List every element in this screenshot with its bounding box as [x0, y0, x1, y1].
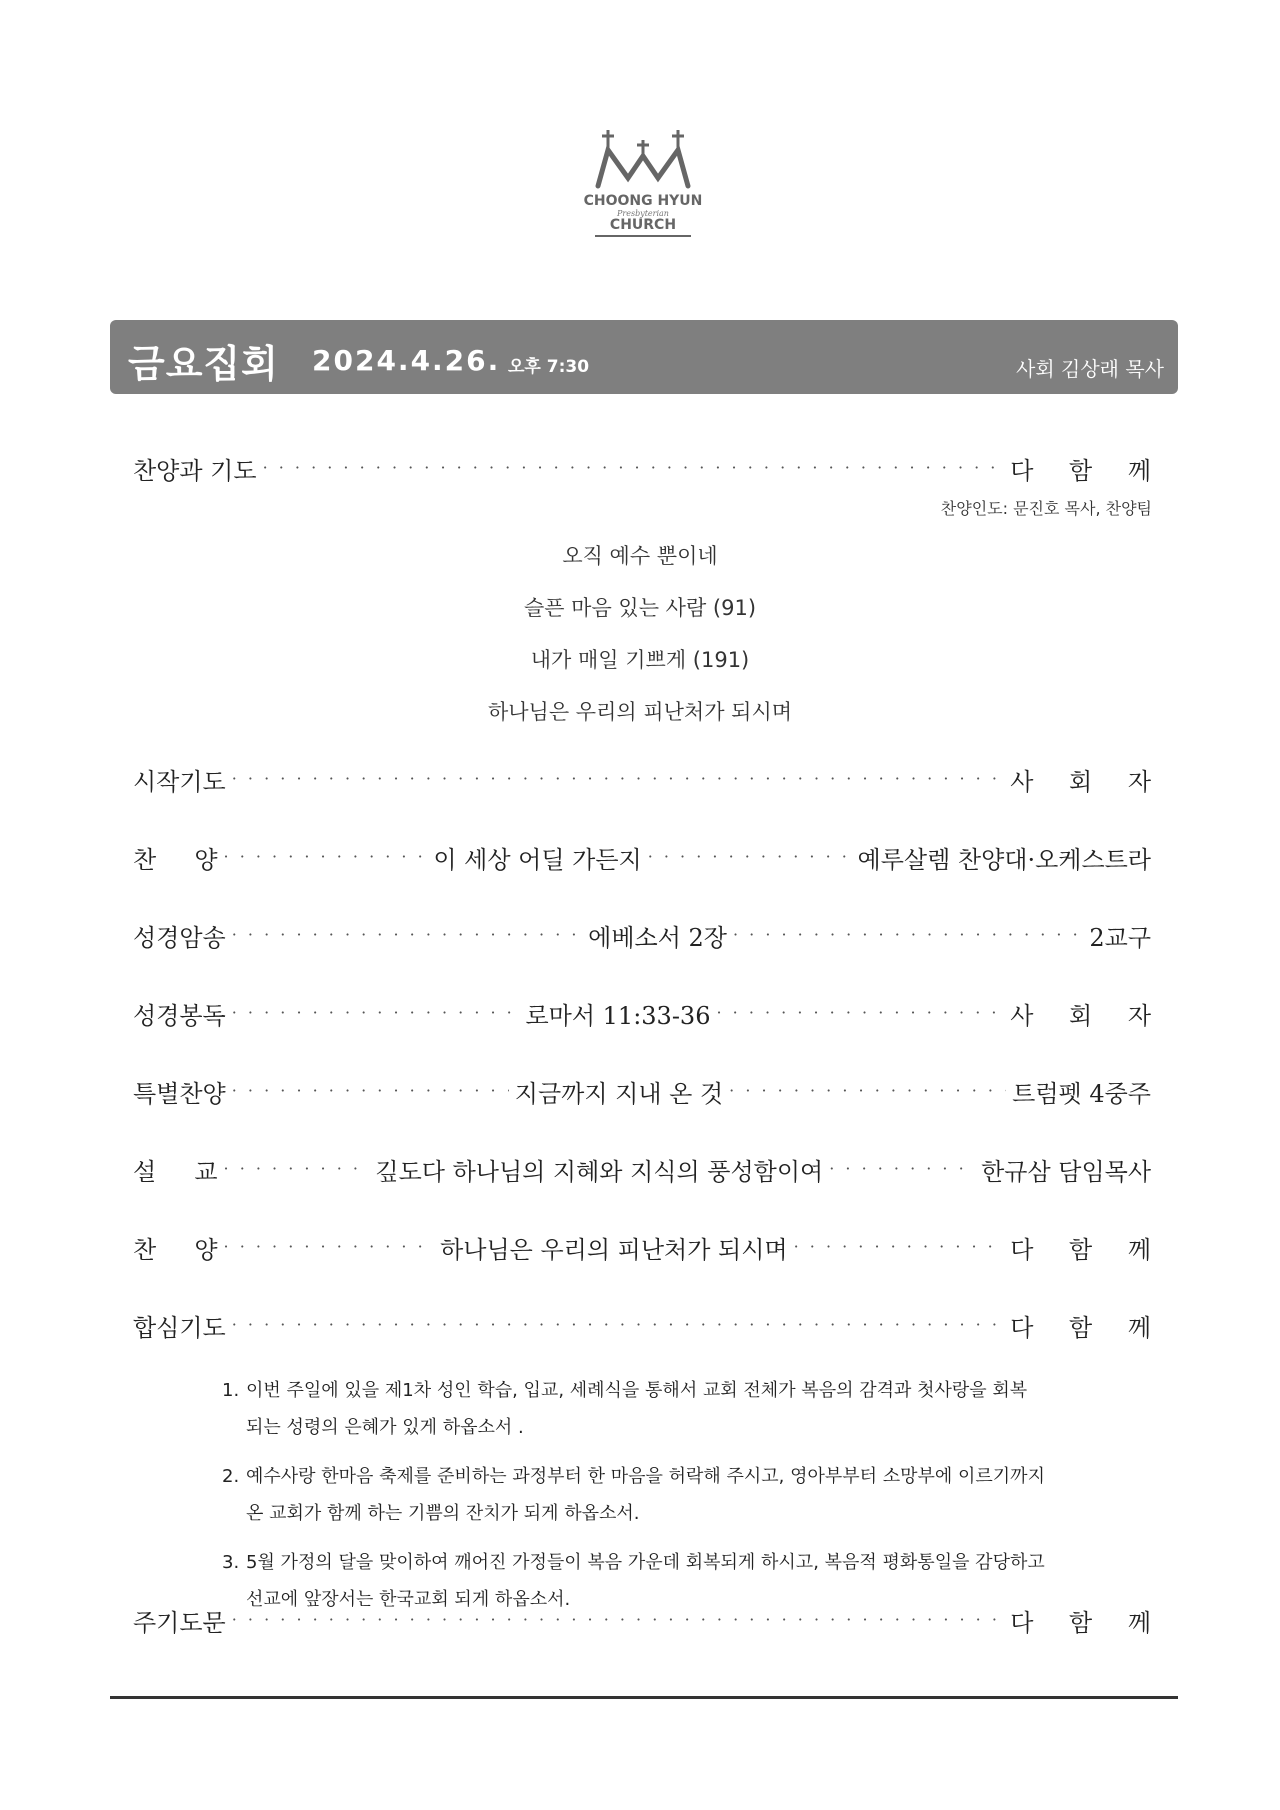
- logo-text-presbyterian: Presbyterian: [617, 209, 669, 218]
- church-logo: [578, 128, 708, 253]
- order-row-lords-prayer: [133, 1603, 1165, 1637]
- dot-leader: [829, 1152, 975, 1186]
- prayer-line: 예수사랑 한마음 축제를 준비하는 과정부터 한 마음을 허락해 주시고, 영아부부터 소망부에 이르기까지: [246, 1466, 1045, 1487]
- order-performer: 사 회 자: [1010, 767, 1165, 796]
- dot-leader: [232, 1308, 1004, 1342]
- service-time: 오후 7:30: [508, 357, 590, 377]
- order-label: 주기도문: [133, 1608, 226, 1637]
- prayer-line: 5월 가정의 달을 맞이하여 깨어진 가정들이 복음 가운데 회복되게 하시고, 복음적 평화통일을 감당하고: [246, 1552, 1045, 1573]
- dot-leader: [224, 840, 428, 874]
- order-title: 하나님은 우리의 피난처가 되시며: [440, 1235, 788, 1264]
- dot-leader: [232, 1074, 509, 1108]
- dot-leader: [224, 1230, 435, 1264]
- dot-leader: [232, 1603, 1004, 1637]
- church-spires-icon: [588, 128, 698, 190]
- prayer-number: 3.: [222, 1552, 240, 1573]
- logo-text-choonghyun: CHOONG HYUN: [583, 193, 703, 209]
- dot-leader: [232, 996, 520, 1030]
- order-row-scripture: [133, 996, 1165, 1030]
- header-bar: [110, 320, 1178, 394]
- order-label: 성경암송: [133, 923, 226, 952]
- order-performer: 다 함 께: [1010, 1313, 1165, 1342]
- order-label: 설 교: [133, 1157, 218, 1186]
- order-label: 성경봉독: [133, 1001, 226, 1030]
- order-row-hymn: [133, 840, 1151, 874]
- order-title: 로마서 11:33-36: [525, 1001, 711, 1030]
- prayer-line: 이번 주일에 있을 제1차 성인 학습, 입교, 세례식을 통해서 교회 전체가 복음의 감격과 첫사랑을 회복: [246, 1380, 1028, 1401]
- order-performer: 트럼펫 4중주: [1012, 1079, 1151, 1108]
- service-leader: 사회 김상래 목사: [1016, 357, 1164, 381]
- order-row-united-prayer: [133, 1308, 1165, 1342]
- order-row-sermon: [133, 1152, 1151, 1186]
- order-row-opening-prayer: [133, 762, 1165, 796]
- order-performer: 사 회 자: [1010, 1001, 1165, 1030]
- order-title: 이 세상 어딜 가든지: [433, 845, 642, 874]
- service-date: 2024.4.26.: [312, 344, 501, 377]
- prayer-item: [222, 1372, 1102, 1446]
- prayer-item: [222, 1458, 1102, 1532]
- order-performer: 다 함 께: [1010, 1235, 1166, 1264]
- song-item: 오직 예수 뿐이네: [562, 544, 718, 568]
- order-performer: 2교구: [1089, 923, 1151, 952]
- logo-underline: [595, 235, 691, 237]
- order-label: 찬 양: [133, 1235, 218, 1264]
- order-performer: 예루살렘 찬양대·오케스트라: [857, 845, 1151, 874]
- bottom-divider: [110, 1696, 1178, 1699]
- song-item: 내가 매일 기쁘게 (191): [530, 648, 750, 672]
- dot-leader: [263, 451, 1005, 485]
- order-label: 시작기도: [133, 767, 226, 796]
- dot-leader: [794, 1230, 1005, 1264]
- dot-leader: [729, 1074, 1006, 1108]
- page-title: 금요집회: [128, 342, 279, 386]
- dot-leader: [716, 996, 1004, 1030]
- order-title: 지금까지 지내 온 것: [514, 1079, 724, 1108]
- song-item: 하나님은 우리의 피난처가 되시며: [487, 700, 793, 724]
- prayer-line: 온 교회가 함께 하는 기쁨의 잔치가 되게 하옵소서.: [246, 1503, 640, 1524]
- dot-leader: [733, 918, 1083, 952]
- order-performer: 다 함 께: [1010, 456, 1165, 485]
- song-item: 슬픈 마음 있는 사람 (91): [523, 596, 757, 620]
- dot-leader: [232, 762, 1004, 796]
- dot-leader: [224, 1152, 370, 1186]
- logo-text-church: CHURCH: [609, 217, 677, 233]
- prayer-number: 1.: [222, 1380, 240, 1401]
- order-row-recitation: [133, 918, 1151, 952]
- dot-leader: [232, 918, 582, 952]
- prayer-number: 2.: [222, 1466, 240, 1487]
- order-row-worship: [133, 451, 1165, 485]
- order-label: 합심기도: [133, 1313, 226, 1342]
- dot-leader: [648, 840, 852, 874]
- order-performer: 다 함 께: [1010, 1608, 1165, 1637]
- order-label: 찬양과 기도: [133, 456, 257, 485]
- order-title: 깊도다 하나님의 지혜와 지식의 풍성함이여: [375, 1157, 824, 1186]
- song-list: [0, 540, 1280, 748]
- order-performer: 한규삼 담임목사: [981, 1157, 1152, 1186]
- order-label: 찬 양: [133, 845, 218, 874]
- prayer-line: 되는 성령의 은혜가 있게 하옵소서 .: [246, 1417, 524, 1438]
- order-row-special-music: [133, 1074, 1151, 1108]
- worship-credit: 찬양인도: 문진호 목사, 찬양팀: [940, 499, 1152, 518]
- prayer-line: 선교에 앞장서는 한국교회 되게 하옵소서.: [246, 1589, 571, 1610]
- prayer-topics: [222, 1372, 1102, 1630]
- order-label: 특별찬양: [133, 1079, 226, 1108]
- order-title: 에베소서 2장: [588, 923, 727, 952]
- order-row-closing-hymn: [133, 1230, 1166, 1264]
